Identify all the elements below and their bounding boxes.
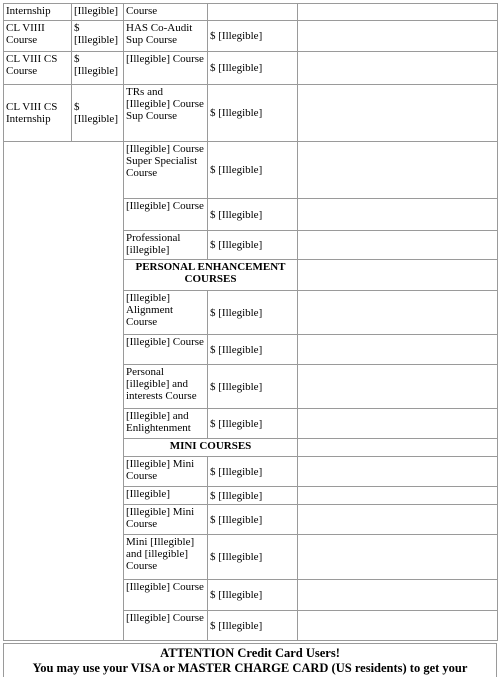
course-name-cell: Professional [illegible] [124, 231, 208, 260]
course-name-cell: [Illegible] Alignment Course [124, 291, 208, 335]
price-cell: $ [Illegible] [208, 21, 298, 52]
price-cell: $ [Illegible] [72, 21, 124, 52]
blank-cell [298, 439, 498, 457]
table-row [4, 4, 498, 21]
blank-cell [298, 260, 498, 291]
course-name-cell: [Illegible] [124, 487, 208, 505]
price-cell: $ [Illegible] [208, 85, 298, 142]
course-name-cell: HAS Co-Audit Sup Course [124, 21, 208, 52]
blank-cell [298, 365, 498, 409]
price-cell: $ [Illegible] [208, 535, 298, 580]
blank-cell [298, 52, 498, 85]
attention-notice [3, 643, 497, 677]
section-header-personal: PERSONAL ENHANCEMENT COURSES [124, 260, 298, 291]
course-name-cell: [Illegible] Mini Course [124, 457, 208, 487]
course-name-cell: CL VIIII Course [4, 21, 72, 52]
price-cell: $ [Illegible] [72, 85, 124, 142]
price-cell: $ [Illegible] [208, 409, 298, 439]
blank-cell [298, 4, 498, 21]
price-cell: $ [Illegible] [208, 52, 298, 85]
blank-cell [298, 231, 498, 260]
price-cell: $ [Illegible] [208, 611, 298, 641]
price-cell: $ [Illegible] [208, 291, 298, 335]
course-name-cell: Internship [4, 4, 72, 21]
course-name-cell: [Illegible] Course [124, 335, 208, 365]
price-cell: $ [Illegible] [208, 199, 298, 231]
table-row [4, 142, 498, 199]
price-cell: $ [Illegible] [208, 142, 298, 199]
blank-cell [298, 487, 498, 505]
blank-cell [298, 142, 498, 199]
price-cell: $ [Illegible] [72, 52, 124, 85]
course-name-cell: [Illegible] Course [124, 52, 208, 85]
price-cell: $ [Illegible] [208, 580, 298, 611]
course-name-cell: [Illegible] Course Super Specialist Course [124, 142, 208, 199]
table-row [4, 52, 498, 85]
price-table [3, 3, 498, 641]
blank-cell [298, 505, 498, 535]
blank-cell [298, 611, 498, 641]
course-name-cell: CL VIII CS Course [4, 52, 72, 85]
blank-cell [298, 409, 498, 439]
price-cell: $ [Illegible] [208, 457, 298, 487]
course-name-cell: CL VIII CS Internship [4, 85, 72, 142]
blank-cell [298, 85, 498, 142]
course-name-cell: TRs and [Illegible] Course Sup Course [124, 85, 208, 142]
blank-area [4, 142, 124, 641]
course-name-cell: [Illegible] Course [124, 580, 208, 611]
price-cell: $ [Illegible] [208, 231, 298, 260]
course-name-cell: [Illegible] and Enlightenment [124, 409, 208, 439]
attention-heading: ATTENTION Credit Card Users! [160, 646, 340, 660]
blank-cell [298, 580, 498, 611]
blank-cell [298, 535, 498, 580]
blank-cell [298, 457, 498, 487]
price-cell: $ [Illegible] [208, 365, 298, 409]
course-name-cell: Course [124, 4, 208, 21]
attention-text: You may use your VISA or MASTER CHARGE CARD (US residents) to get your [32, 661, 468, 675]
course-name-cell: Personal [illegible] and interests Course [124, 365, 208, 409]
price-cell: [Illegible] [72, 4, 124, 21]
price-cell: $ [Illegible] [208, 335, 298, 365]
price-cell [208, 4, 298, 21]
blank-cell [298, 21, 498, 52]
price-cell: $ [Illegible] [208, 505, 298, 535]
course-name-cell: Mini [Illegible] and [illegible] Course [124, 535, 208, 580]
price-cell: $ [Illegible] [208, 487, 298, 505]
course-name-cell: [Illegible] Course [124, 611, 208, 641]
blank-cell [298, 335, 498, 365]
course-name-cell: [Illegible] Mini Course [124, 505, 208, 535]
blank-cell [298, 291, 498, 335]
blank-cell [298, 199, 498, 231]
table-row [4, 21, 498, 52]
course-name-cell: [Illegible] Course [124, 199, 208, 231]
section-header-mini: MINI COURSES [124, 439, 298, 457]
table-row [4, 85, 498, 142]
